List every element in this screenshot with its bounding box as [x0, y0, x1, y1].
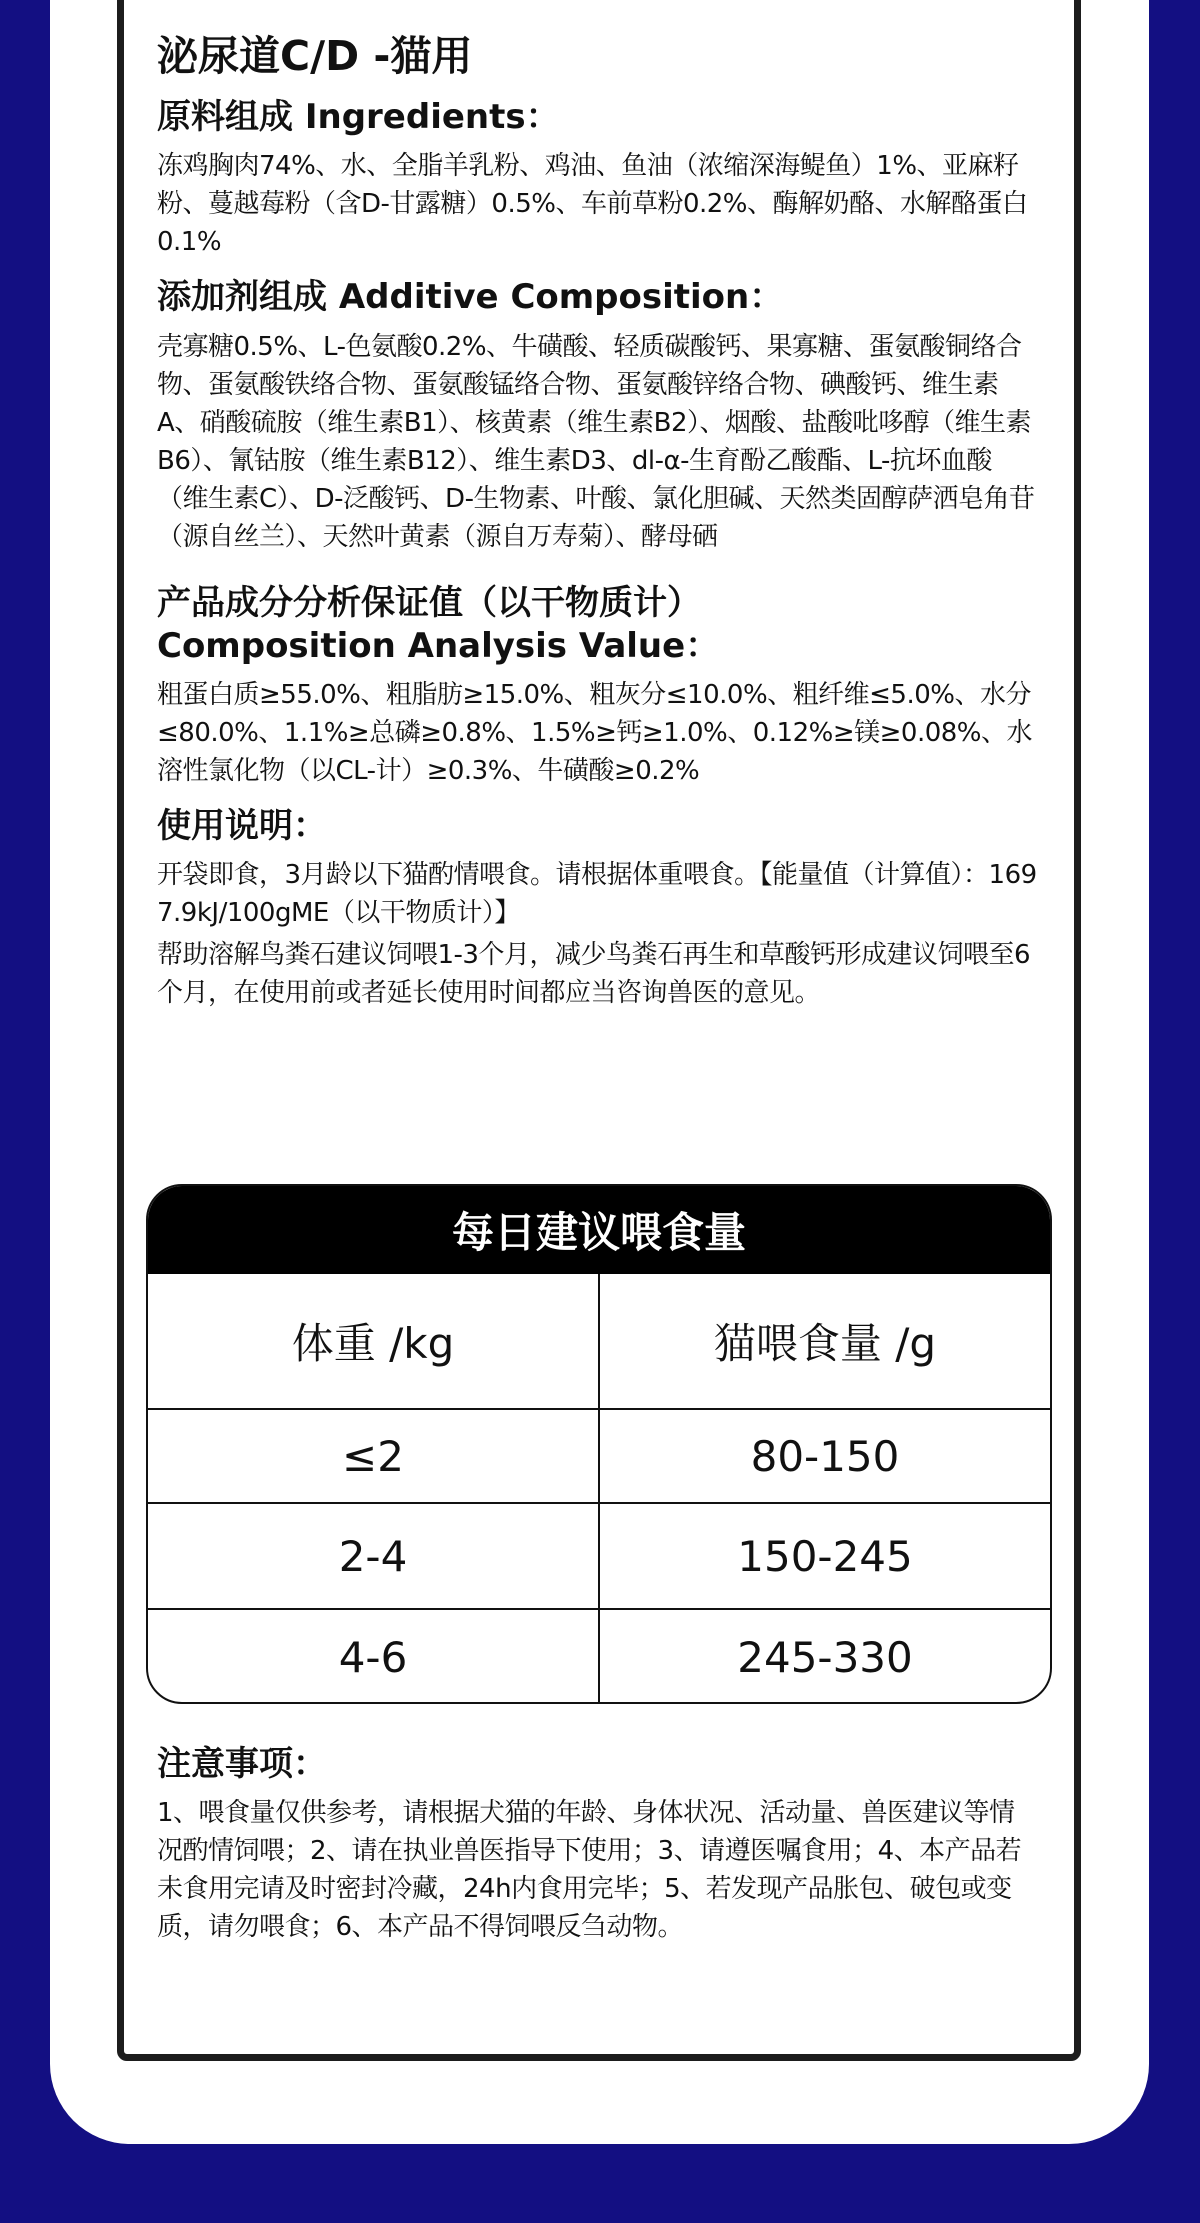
product-title: 泌尿道C/D -猫用	[157, 32, 473, 80]
amount-cell: 80-150	[598, 1410, 1050, 1502]
feeding-table-title: 每日建议喂食量	[148, 1186, 1050, 1274]
analysis-heading-line2: Composition Analysis Value：	[157, 625, 720, 666]
col-header-amount: 猫喂食量 /g	[598, 1274, 1050, 1408]
amount-cell: 150-245	[598, 1504, 1050, 1608]
usage-heading: 使用说明：	[157, 806, 327, 847]
notes-text: 1、喂食量仅供参考，请根据犬猫的年龄、身体状况、活动量、兽医建议等情况酌情饲喂；2、请在执业兽医指导下使用；3、请遵医嘱食用；4、本产品若未食用完请及时密封冷藏，24h内食用完毕；5、若发现产品胀包、破包或变质，请勿喂食；6、本产品不得饲喂反刍动物。	[157, 1798, 1022, 1943]
weight-cell: 4-6	[338, 1632, 408, 1682]
usage-text-1: 开袋即食，3月龄以下猫酌情喂食。请根据体重喂食。【能量值（计算值）：1697.9kJ/100gME（以干物质计）】	[157, 860, 1037, 929]
table-row	[148, 1608, 1050, 1704]
table-row	[148, 1502, 1050, 1608]
analysis-text: 粗蛋白质≥55.0%、粗脂肪≥15.0%、粗灰分≤10.0%、粗纤维≤5.0%、水分≤80.0%、1.1%≥总磷≥0.8%、1.5%≥钙≥1.0%、0.12%≥镁≥0.08%、水溶性氯化物（以CL-计）≥0.3%、牛磺酸≥0.2%	[157, 680, 1032, 787]
analysis-heading-line1: 产品成分分析保证值（以干物质计）	[157, 582, 701, 623]
weight-cell: 2-4	[338, 1531, 408, 1581]
amount-cell: 245-330	[598, 1610, 1050, 1704]
label-content	[157, 30, 1037, 1026]
table-row	[148, 1408, 1050, 1502]
ingredients-text: 冻鸡胸肉74%、水、全脂羊乳粉、鸡油、鱼油（浓缩深海鳀鱼）1%、亚麻籽粉、蔓越莓粉（含D-甘露糖）0.5%、车前草粉0.2%、酶解奶酪、水解酪蛋白0.1%	[157, 151, 1028, 258]
notes-section	[157, 1742, 1037, 1960]
notes-heading: 注意事项：	[157, 1744, 327, 1784]
weight-cell: ≤2	[342, 1431, 404, 1481]
feeding-table	[146, 1184, 1052, 1704]
col-header-weight: 体重 /kg	[291, 1319, 455, 1368]
feeding-table-header-row	[148, 1274, 1050, 1408]
ingredients-heading: 原料组成 Ingredients：	[157, 97, 560, 138]
usage-text-2: 帮助溶解鸟粪石建议饲喂1-3个月，减少鸟粪石再生和草酸钙形成建议饲喂至6个月，在使用前或者延长使用时间都应当咨询兽医的意见。	[157, 940, 1031, 1009]
additives-text: 壳寡糖0.5%、L-色氨酸0.2%、牛磺酸、轻质碳酸钙、果寡糖、蛋氨酸铜络合物、蛋氨酸铁络合物、蛋氨酸锰络合物、蛋氨酸锌络合物、碘酸钙、维生素A、硝酸硫胺（维生素B1）、核黄素（维生素B2）、烟酸、盐酸吡哆醇（维生素 B6）、氰钴胺（维生素B12）、维生素D3、dl-α-生育酚乙酸酯、L-抗坏血酸（维生素C）、D-泛酸钙、D-生物素、叶酸、氯化胆碱、天然类固醇萨洒皂角苷（源自丝兰）、天然叶黄素（源自万寿菊）、酵母硒	[157, 331, 1035, 552]
additives-heading: 添加剂组成 Additive Composition：	[157, 277, 784, 318]
